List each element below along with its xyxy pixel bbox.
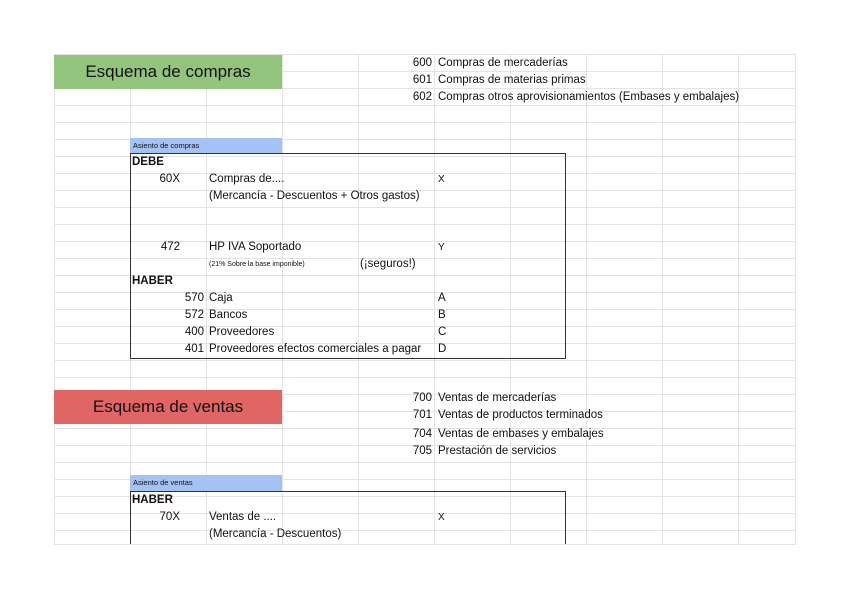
ventas-account-name: Prestación de servicios (438, 445, 557, 457)
compras-account-name: Compras otros aprovisionamientos (Embases y embalajes) (438, 91, 740, 103)
ventas-account-name: Ventas de mercaderías (438, 392, 557, 404)
compras-haber-value: C (438, 326, 447, 338)
compras-box-right (565, 153, 566, 359)
ventas-box-top (130, 491, 566, 492)
ventas-account-name: Ventas de embases y embalajes (438, 428, 604, 440)
ventas-box-left (130, 491, 131, 545)
compras-haber-name: Caja (209, 292, 233, 304)
compras-title: Esquema de compras (85, 62, 251, 81)
ventas-account-code: 704 (412, 428, 432, 440)
compras-box-left (130, 153, 131, 359)
compras-haber-code: 572 (184, 309, 204, 321)
ventas-account-code: 701 (412, 409, 432, 421)
compras-iva-desc: HP IVA Soportado (209, 241, 302, 253)
compras-row1-desc: Compras de.... (209, 173, 285, 185)
compras-haber-code: 400 (184, 326, 204, 338)
asiento-compras-header-label: Asiento de compras (133, 141, 200, 150)
compras-iva-note: (21% Sobre la base imponible) (209, 261, 305, 268)
compras-account-name: Compras de mercaderías (438, 57, 568, 69)
compras-box-bottom (130, 358, 566, 359)
compras-box-top (130, 153, 566, 154)
ventas-row1-note: (Mercancía - Descuentos) (209, 528, 342, 540)
compras-title-banner (54, 55, 282, 89)
ventas-row1-code: 70X (159, 511, 180, 523)
compras-iva-code: 472 (160, 241, 180, 253)
compras-haber-name: Bancos (209, 309, 248, 321)
compras-account-code: 601 (412, 74, 432, 86)
compras-row1-note: (Mercancía - Descuentos + Otros gastos) (209, 190, 420, 202)
compras-haber-code: 401 (184, 343, 204, 355)
compras-haber-name: Proveedores (209, 326, 275, 338)
asiento-ventas-header-label: Asiento de ventas (133, 478, 193, 487)
ventas-box-right (565, 491, 566, 545)
spreadsheet-grid (54, 54, 796, 545)
ventas-title-banner (54, 390, 282, 424)
ventas-account-code: 705 (412, 445, 432, 457)
compras-haber-code: 570 (184, 292, 204, 304)
compras-account-code: 602 (412, 91, 432, 103)
asiento-ventas-header (130, 475, 282, 491)
ventas-account-name: Ventas de productos terminados (438, 409, 603, 421)
ventas-title: Esquema de ventas (92, 397, 244, 416)
compras-account-code: 600 (412, 57, 432, 69)
ventas-row1-desc: Ventas de .... (209, 511, 277, 523)
compras-haber-value: A (438, 292, 446, 304)
compras-row1-value: X (438, 174, 445, 185)
compras-account-name: Compras de materias primas (438, 74, 586, 86)
ventas-haber-label: HABER (132, 494, 173, 506)
compras-haber-name: Proveedores efectos comerciales a pagar (209, 343, 422, 355)
compras-haber-label: HABER (132, 275, 173, 287)
asiento-compras-header (130, 138, 282, 154)
compras-row1-code: 60X (159, 173, 180, 185)
compras-iva-note2: (¡seguros!) (360, 258, 416, 270)
ventas-row1-value: X (438, 512, 445, 523)
compras-debe-label: DEBE (132, 156, 164, 168)
compras-iva-value: Y (438, 242, 445, 253)
compras-haber-value: B (438, 309, 446, 321)
compras-haber-value: D (438, 343, 447, 355)
ventas-account-code: 700 (412, 392, 432, 404)
